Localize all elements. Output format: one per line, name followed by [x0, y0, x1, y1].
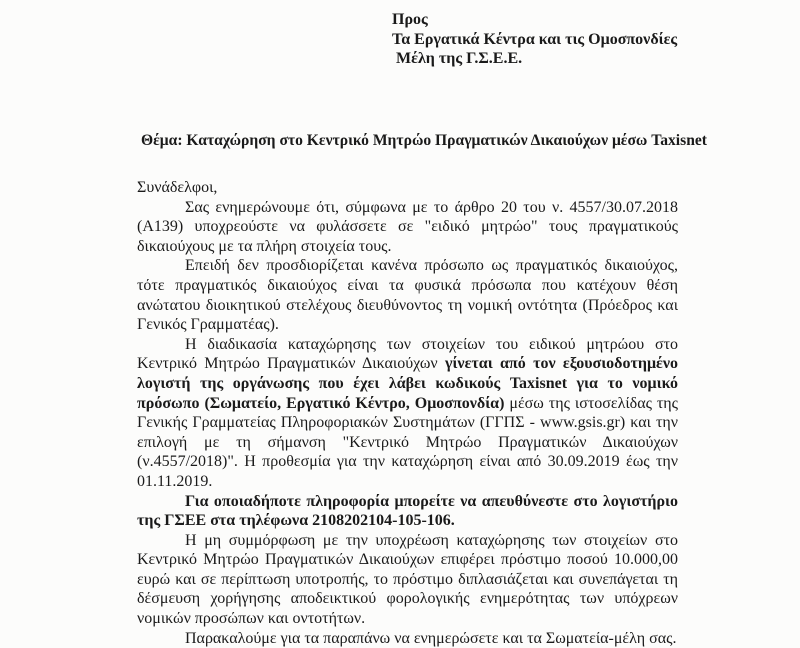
paragraph-penalty: Η μη συμμόρφωση με την υποχρέωση καταχώρησης των στοιχείων στο Κεντρικό Μητρώο Πραγματικών Δικαιούχων επιφέρει πρόστιμο ποσού 10.000,00 ευρώ και σε περίπτωση υποτροπής, το πρόστιμο διπλασιάζεται και συνεπάγεται τη δέσμευση χορήγησης αποδεικτικού φορολογικής ενημερότητας των υπόχρεων νομικών προσώπων και οντοτήτων. — [137, 531, 678, 628]
paragraph-legal-obligation: Σας ενημερώνουμε ότι, σύμφωνα με το άρθρο 20 του ν. 4557/30.07.2018 (Α139) υποχρεούστε να φυλάσσετε σε "ειδικό μητρώο" τους πραγματικούς δικαιούχους με τα πλήρη στοιχεία τους. — [137, 198, 678, 255]
subject-line: Θέμα: Καταχώρηση στο Κεντρικό Μητρώο Πραγματικών Δικαιούχων μέσω Taxisnet — [141, 132, 707, 149]
letter-body — [137, 178, 678, 648]
paragraph-beneficiary-definition: Επειδή δεν προσδιορίζεται κανένα πρόσωπο ως πραγματικός δικαιούχος, τότε πραγματικός δικαιούχος είναι τα φυσικά πρόσωπα που κατέχουν θέση ανώτατου διοικητικού στελέχους διευθύνοντος τη νομική οντότητα (Πρόεδρος και Γενικός Γραμματέας). — [137, 257, 678, 334]
greeting: Συνάδελφοι, — [137, 179, 218, 196]
addressee-line-recipients: Τα Εργατικά Κέντρα και τις Ομοσπονδίες — [392, 30, 678, 48]
addressee-line-members: Μέλη της Γ.Σ.Ε.Ε. — [396, 50, 523, 67]
addressee-block — [392, 10, 677, 69]
procedure-text-details: μέσω της ιστοσελίδας της Γενικής Γραμματείας Πληροφοριακών Συστημάτων (ΓΓΠΣ - www.gsis.gr) και την επιλογή με τη σήμανση "Κεντρικό Μητρώο Πραγματικών Δικαιούχων (ν.4557/2018)". Η προθεσμία για την καταχώρηση είναι από 30.09.2019 έως την 01.11.2019. — [137, 394, 678, 490]
paragraph-contact-info: Για οποιαδήποτε πληροφορία μπορείτε να απευθύνεστε στο λογιστήριο της ΓΣΕΕ στα τηλέφωνα 2108202104-105-106. — [137, 492, 678, 530]
addressee-line-to: Προς — [392, 11, 428, 28]
paragraph-closing-request: Παρακαλούμε για τα παραπάνω να ενημερώσετε και τα Σωματεία-μέλη σας. — [185, 629, 677, 647]
procedure-text-intro: Η διαδικασία καταχώρησης των στοιχείων του ειδικού μητρώου στο Κεντρικό Μητρώο Πραγματικών Δικαιούχων — [137, 335, 678, 373]
paragraph-registration-procedure — [137, 335, 678, 492]
procedure-text-emphasis: γίνεται από τον εξουσιοδοτημένο λογιστή της οργάνωσης που έχει λάβει κωδικούς Taxisnet για το νομικό πρόσωπο (Σωματείο, Εργατικό Κέντρο, Ομοσπονδία) — [137, 355, 678, 412]
